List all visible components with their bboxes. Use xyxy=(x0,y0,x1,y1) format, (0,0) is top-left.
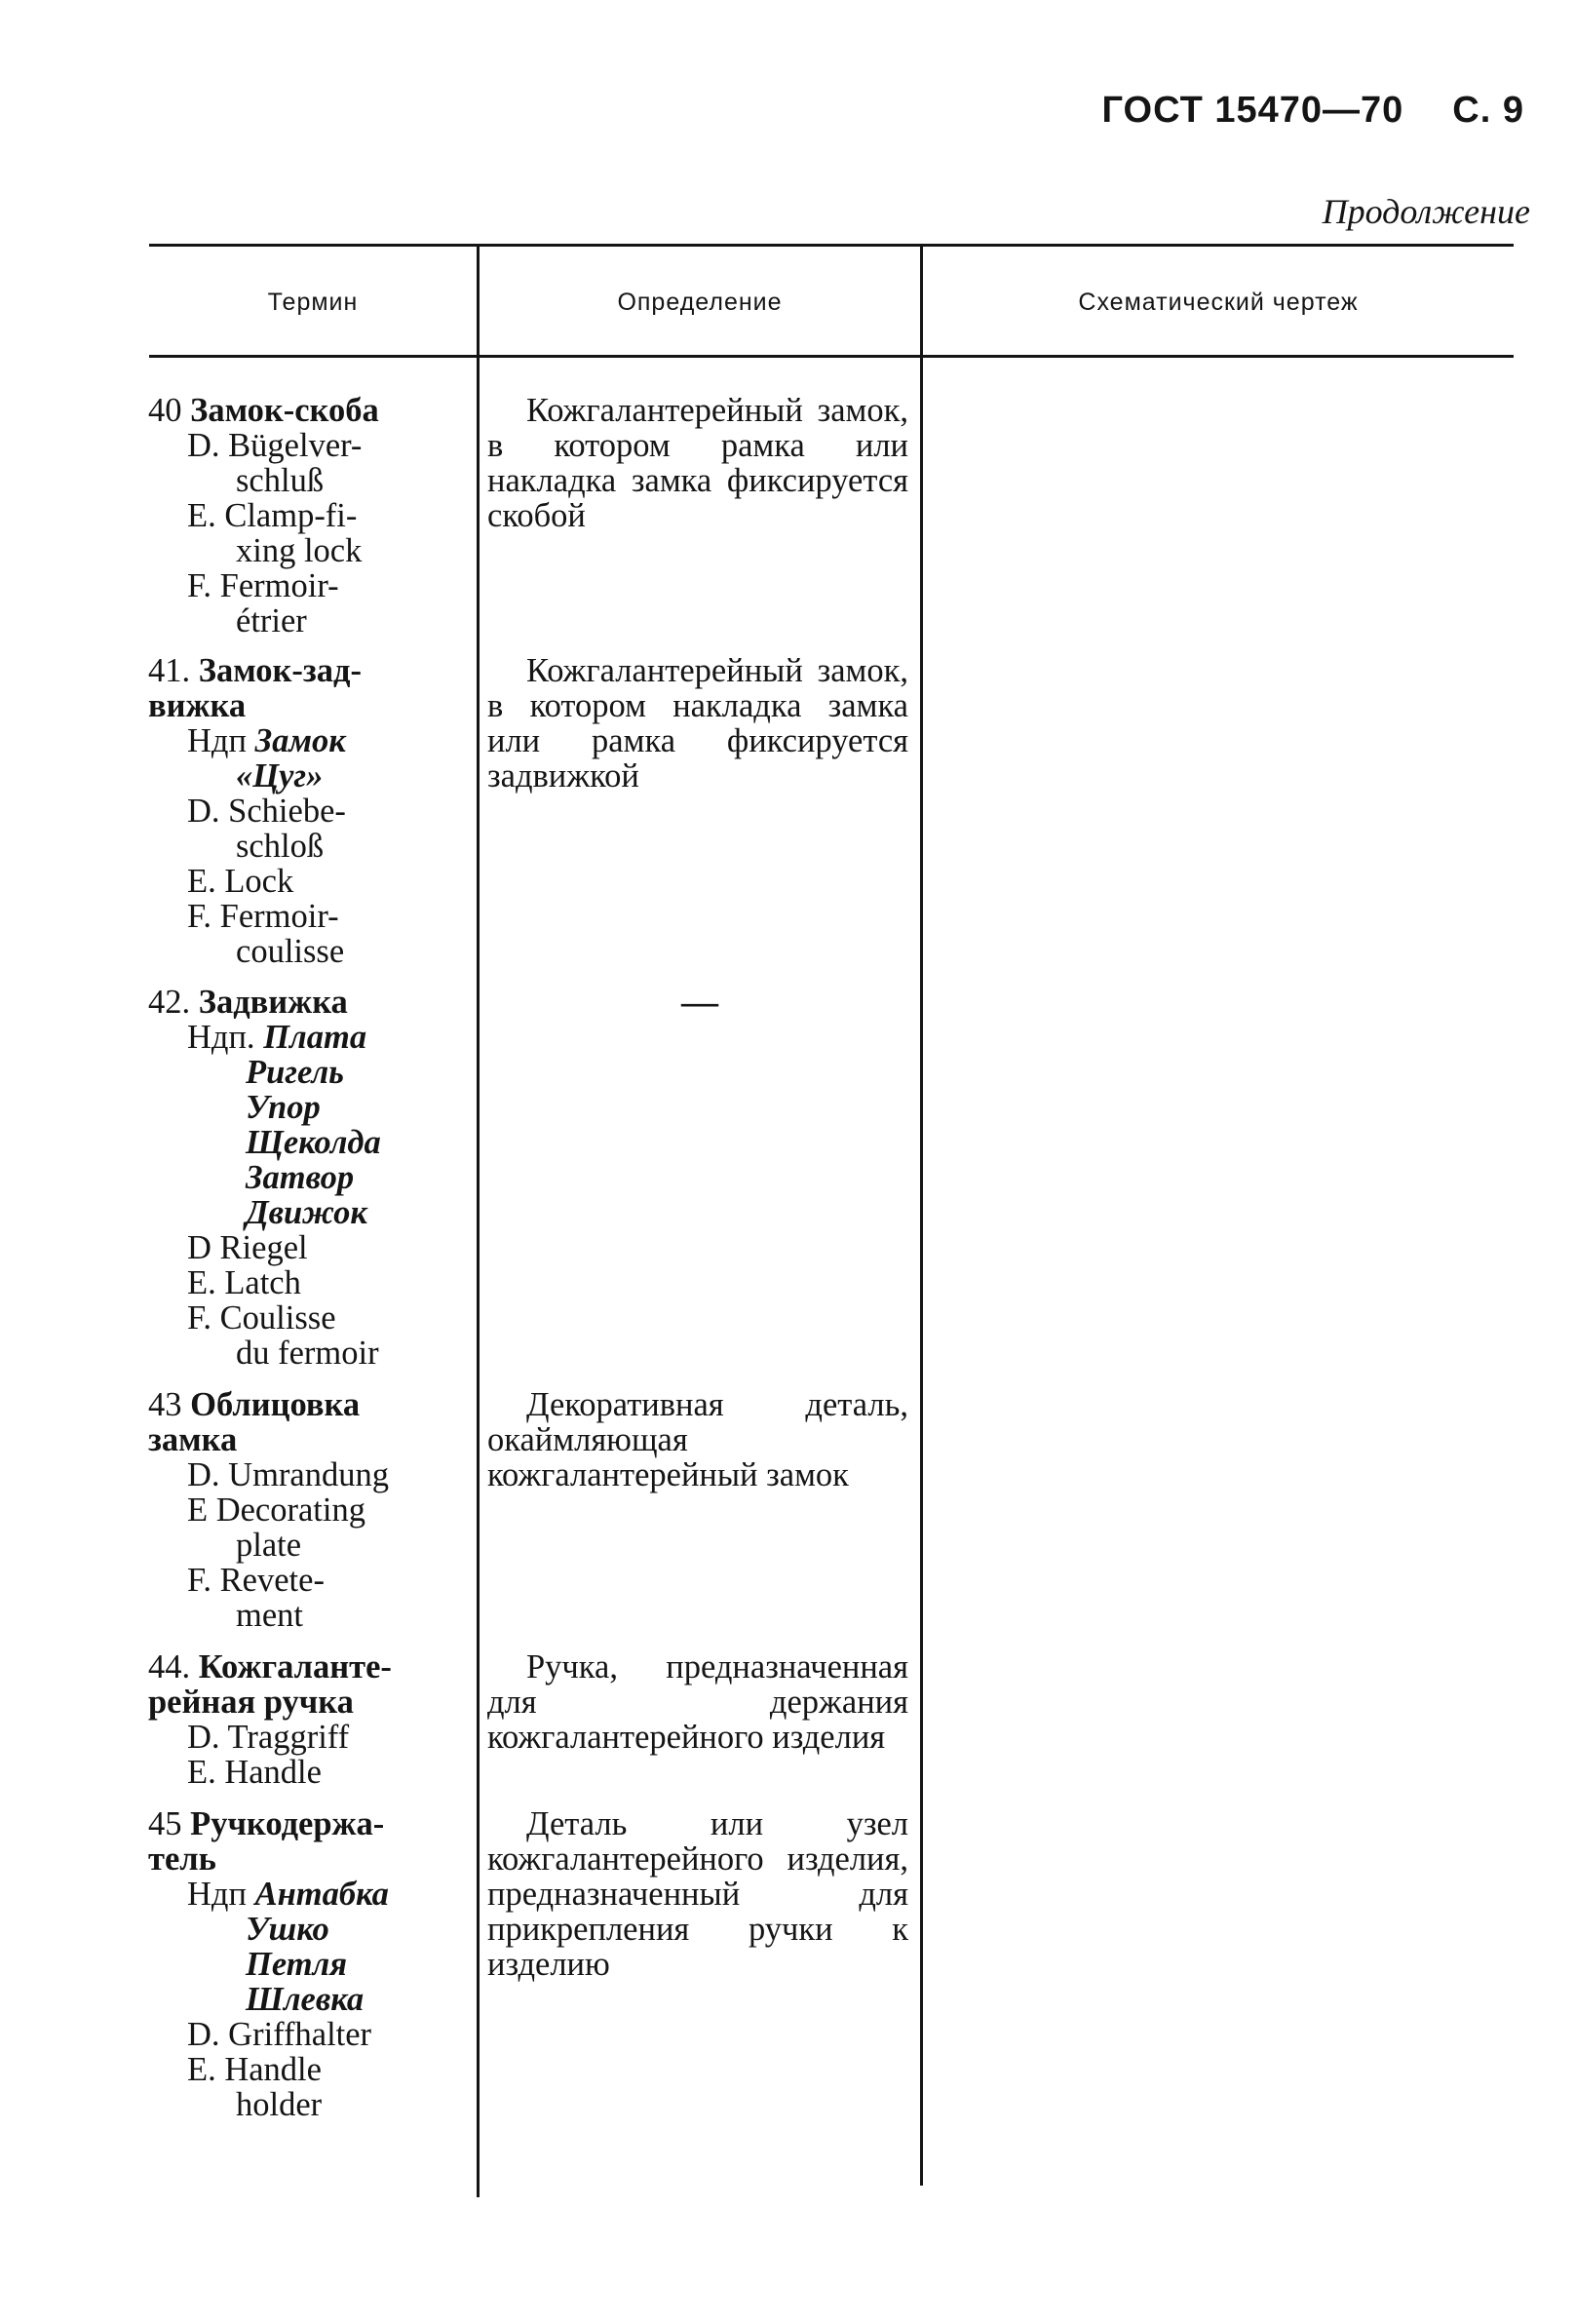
term-title-line xyxy=(148,1649,476,1685)
term-translation-line: plate xyxy=(236,1527,302,1564)
term-translation-line: schluß xyxy=(236,462,325,499)
term-translation-line: E. Latch xyxy=(187,1264,301,1301)
definition-41: Кожгалантерейный замок, в котором накладка замка или рамка фиксируется задвижкой xyxy=(487,652,908,794)
term-translation-line: du fermoir xyxy=(236,1335,379,1372)
definition-43: Декоративная деталь, окаймляющая кожгалантерейный замок xyxy=(487,1386,908,1493)
term-translation-line: E. Lock xyxy=(187,863,294,900)
column-divider-1 xyxy=(477,246,480,2197)
term-title-line xyxy=(148,1806,476,1841)
term-entry-40 xyxy=(148,393,476,639)
ndp-term: Плата xyxy=(263,1019,367,1056)
term-ndp-line xyxy=(148,1020,476,1055)
term-ndp-line xyxy=(148,1877,476,1912)
term-name: Кожгаланте- xyxy=(198,1648,392,1685)
term-translation-line: E. Handle xyxy=(187,1754,322,1791)
ndp-term: Замок xyxy=(254,722,346,759)
term-number: 42. xyxy=(148,984,191,1021)
term-translation-line: F. Fermoir- xyxy=(187,898,339,935)
ndp-term: Ригель xyxy=(246,1054,344,1091)
term-entry-45 xyxy=(148,1806,476,2122)
table-header-rule xyxy=(149,355,1514,358)
term-translation-line: holder xyxy=(236,2086,323,2123)
ndp-term: Петля xyxy=(246,1946,348,1983)
column-header-definition: Определение xyxy=(617,289,783,316)
term-ndp-line xyxy=(148,723,476,758)
term-name-continuation: вижка xyxy=(148,687,247,724)
definition-45: Деталь или узел кожгалантерейного изделия, предназначенный для прикрепления ручки к изделию xyxy=(487,1805,908,1983)
column-divider-2 xyxy=(920,246,923,2186)
term-name: Замок-скоба xyxy=(190,392,379,429)
term-name-continuation: рейная ручка xyxy=(148,1684,354,1721)
term-number: 40 xyxy=(148,392,182,429)
definition-40: Кожгалантерейный замок, в котором рамка или накладка замка фиксируется скобой xyxy=(487,392,908,534)
term-translation-line: étrier xyxy=(236,602,307,639)
term-name: Ручкодержа- xyxy=(190,1805,385,1842)
term-translation-line: D Riegel xyxy=(187,1229,308,1266)
ndp-term: Ушко xyxy=(246,1911,329,1948)
ndp-term: Затвор xyxy=(246,1159,355,1196)
term-translation-line: D. Griffhalter xyxy=(187,2016,372,2053)
term-translation-line: D. Umrandung xyxy=(187,1456,389,1493)
term-entry-43 xyxy=(148,1387,476,1633)
term-entry-41 xyxy=(148,653,476,969)
term-number: 43 xyxy=(148,1386,182,1423)
ndp-term: Упор xyxy=(246,1089,321,1126)
term-entry-42 xyxy=(148,985,476,1371)
term-name: Задвижка xyxy=(198,984,348,1021)
table-top-rule xyxy=(149,244,1514,247)
term-translation-line: ment xyxy=(236,1597,303,1634)
term-title-line xyxy=(148,653,476,688)
term-translation-line: E. Handle xyxy=(187,2051,322,2088)
term-entry-44 xyxy=(148,1649,476,1790)
term-title-line xyxy=(148,1387,476,1422)
ndp-term: Антабка xyxy=(254,1876,389,1913)
standard-code: ГОСТ 15470—70 xyxy=(1101,90,1404,131)
term-translation-line: D. Schiebe- xyxy=(187,793,346,830)
continuation-label: Продолжение xyxy=(1322,192,1530,231)
term-translation-line: F. Coulisse xyxy=(187,1299,336,1336)
term-number: 41. xyxy=(148,652,191,689)
term-name-continuation: тель xyxy=(148,1840,216,1878)
term-translation-line: D. Traggriff xyxy=(187,1719,350,1756)
ndp-label: Ндп xyxy=(187,722,247,759)
column-header-drawing: Схематический чертеж xyxy=(1078,289,1359,316)
definition-44: Ручка, предназначенная для держания кожгалантерейного изделия xyxy=(487,1648,908,1756)
term-title-line xyxy=(148,985,476,1020)
page-header xyxy=(1101,90,1524,132)
term-translation-line: D. Bügelver- xyxy=(187,427,363,464)
ndp-term: «Цуг» xyxy=(236,757,324,794)
ndp-term: Движок xyxy=(246,1194,367,1231)
term-name: Облицовка xyxy=(190,1386,361,1423)
definition-42-dash: — xyxy=(681,982,718,1023)
column-header-term: Термин xyxy=(267,289,359,316)
term-name-continuation: замка xyxy=(148,1421,238,1458)
term-name: Замок-зад- xyxy=(198,652,362,689)
term-translation-line: xing lock xyxy=(236,532,363,569)
page-number: С. 9 xyxy=(1452,90,1524,131)
term-title-line xyxy=(148,393,476,428)
term-translation-line: F. Revete- xyxy=(187,1562,325,1599)
term-translation-line: coulisse xyxy=(236,933,345,970)
ndp-label: Ндп xyxy=(187,1876,247,1913)
term-translation-line: E Decorating xyxy=(187,1491,365,1529)
ndp-term: Шлевка xyxy=(246,1981,365,2018)
term-translation-line: F. Fermoir- xyxy=(187,567,339,604)
term-translation-line: schloß xyxy=(236,828,325,865)
ndp-label: Ндп. xyxy=(187,1019,255,1056)
term-translation-line: E. Clamp-fi- xyxy=(187,497,358,534)
term-number: 45 xyxy=(148,1805,182,1842)
ndp-term: Щеколда xyxy=(246,1124,381,1161)
term-number: 44. xyxy=(148,1648,191,1685)
